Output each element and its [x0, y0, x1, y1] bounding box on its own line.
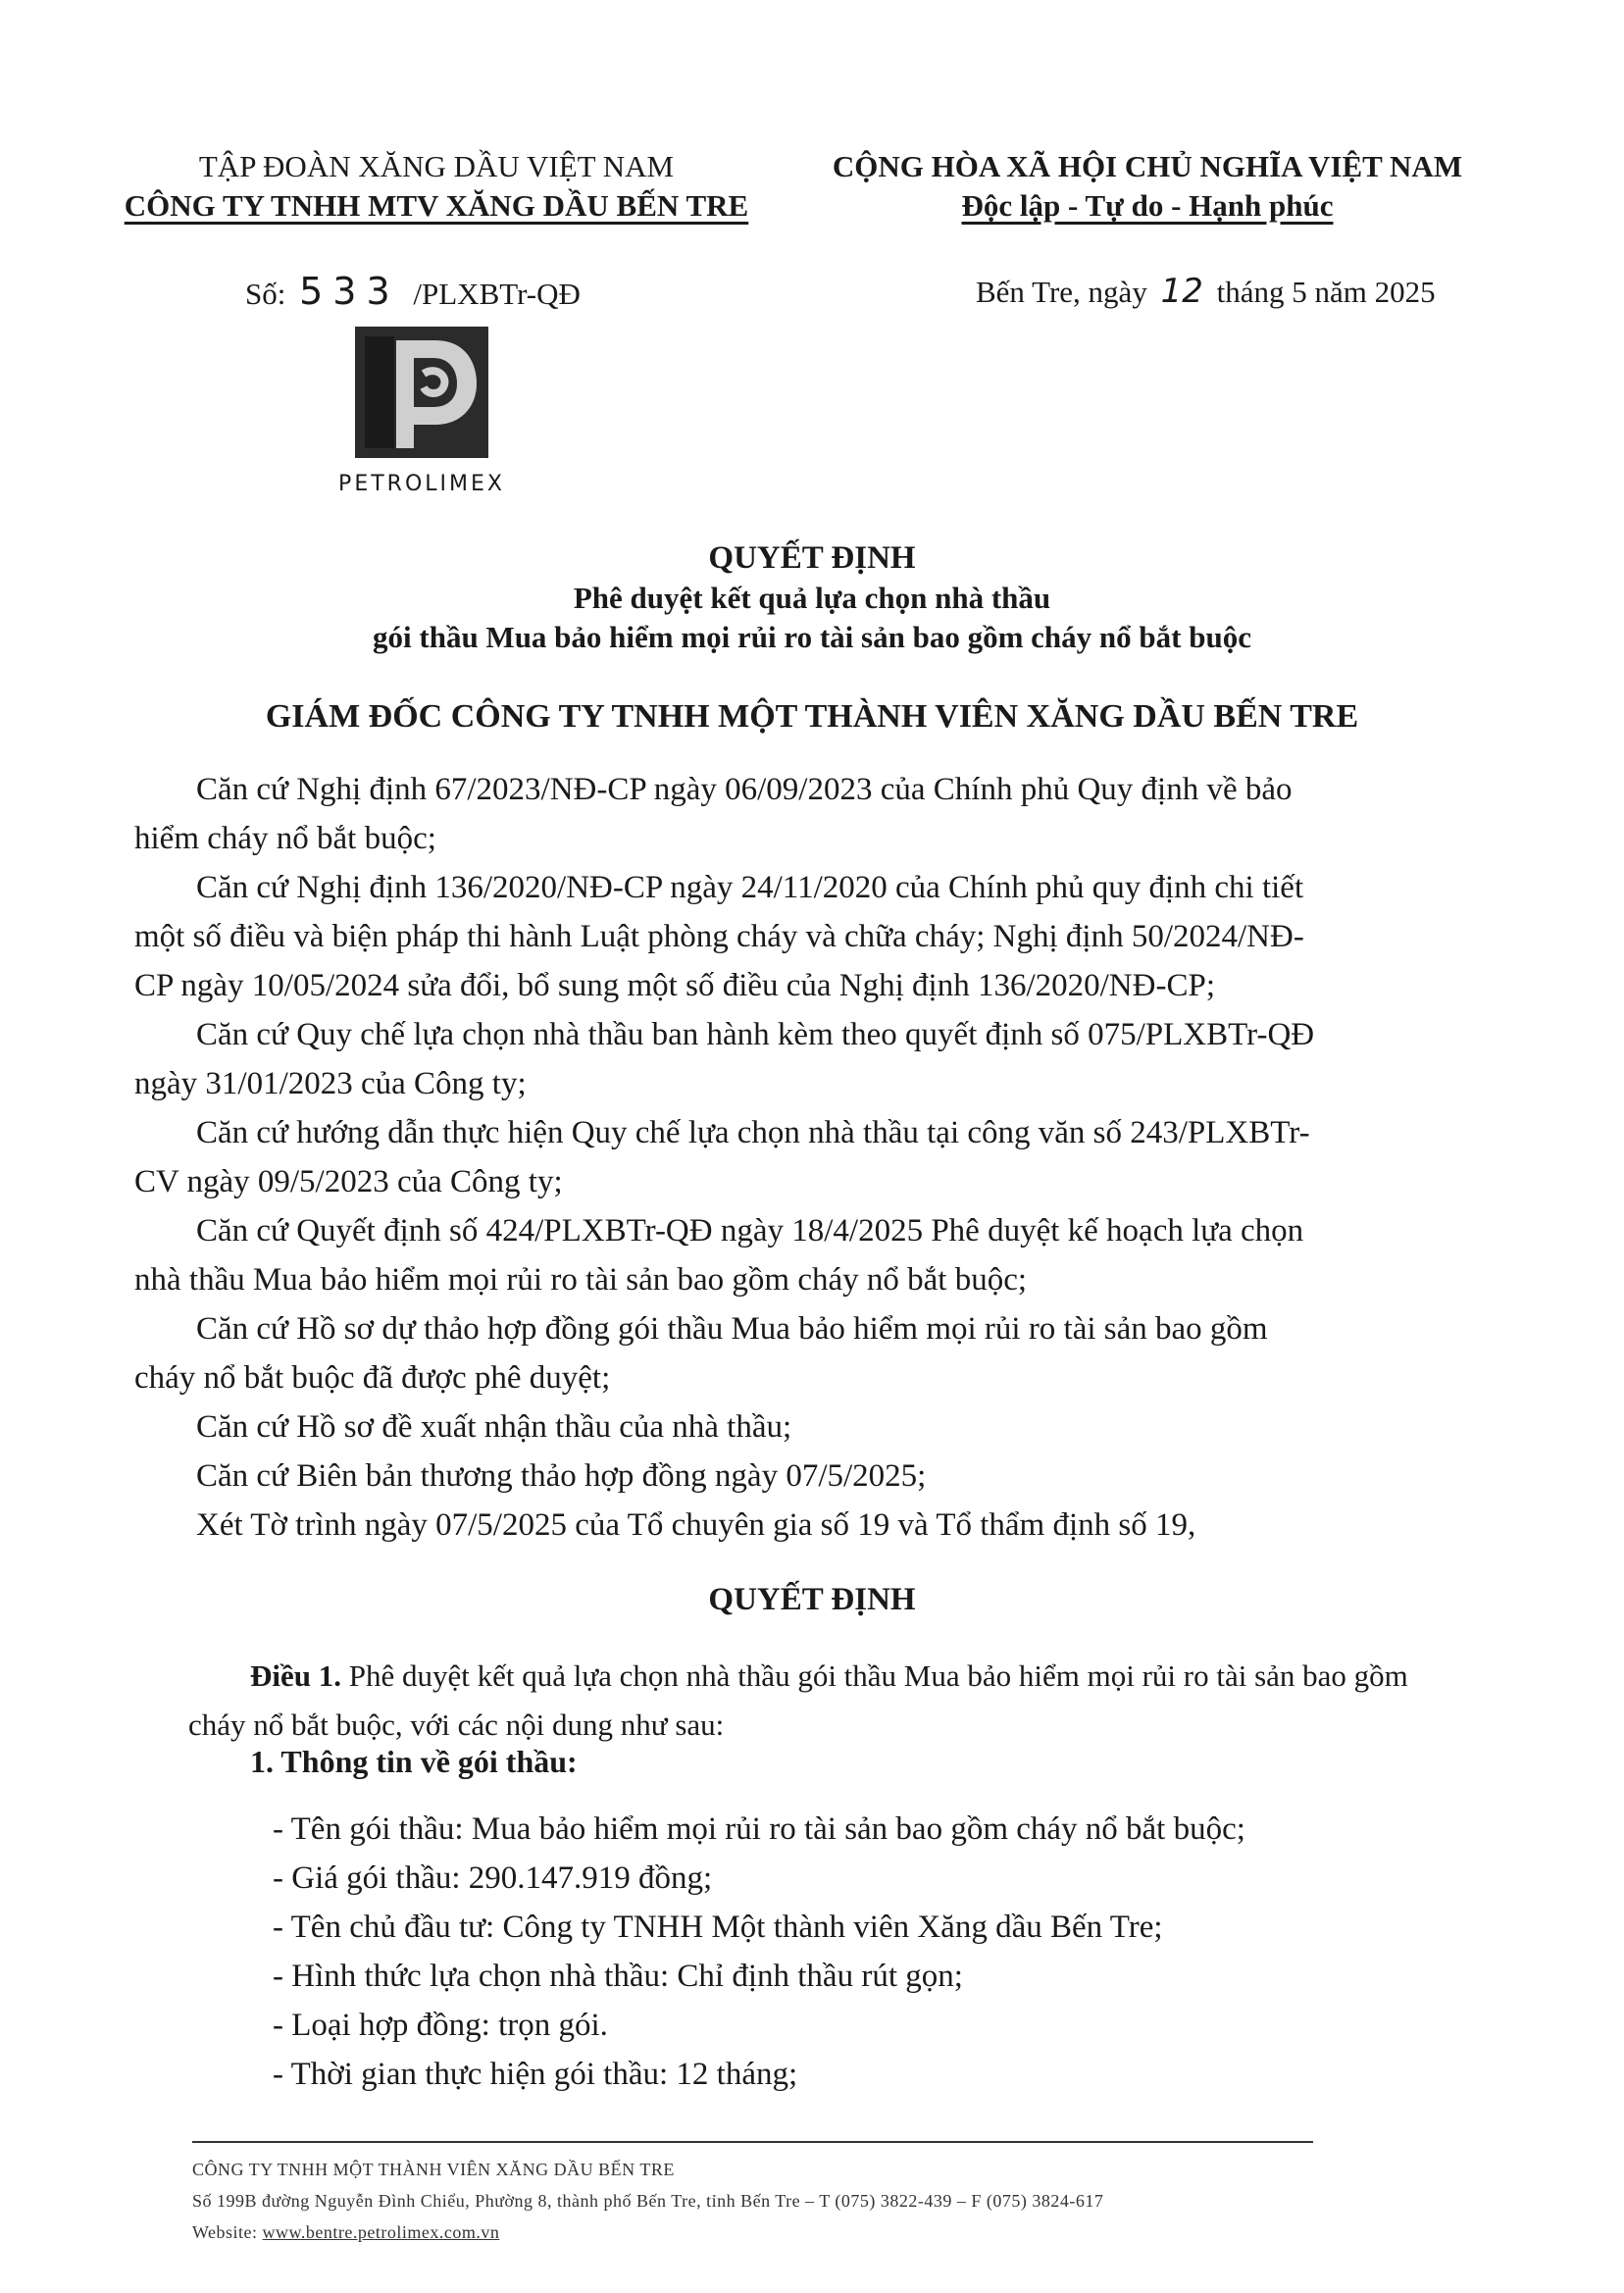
parent-group-name: TẬP ĐOÀN XĂNG DẦU VIỆT NAM	[198, 149, 675, 183]
preamble-paragraph	[134, 765, 1491, 863]
preamble-line-cont: hiểm cháy nổ bắt buộc;	[134, 821, 436, 856]
decision-title	[0, 537, 1624, 657]
preamble-line: Căn cứ Nghị định 67/2023/NĐ-CP ngày 06/09/2023 của Chính phủ Quy định về bảo	[196, 772, 1293, 807]
country-name: CỘNG HÒA XÃ HỘI CHỦ NGHĨA VIỆT NAM	[832, 149, 1463, 183]
article-1-text-cont: cháy nổ bắt buộc, với các nội dung như sau:	[188, 1707, 725, 1742]
preamble-line: Căn cứ Quy chế lựa chọn nhà thầu ban hành kèm theo quyết định số 075/PLXBTr-QĐ	[196, 1017, 1315, 1052]
doc-number-prefix: Số:	[245, 277, 286, 311]
preamble-paragraph	[196, 1501, 1491, 1550]
preamble-paragraph	[196, 1402, 1491, 1452]
preamble-paragraph	[134, 1108, 1491, 1206]
preamble-line: Căn cứ Quyết định số 424/PLXBTr-QĐ ngày 18/4/2025 Phê duyệt kế hoạch lựa chọn	[196, 1213, 1304, 1248]
preamble-paragraph	[134, 1304, 1491, 1402]
logo-mark-icon	[355, 327, 488, 458]
company-name: CÔNG TY TNHH MTV XĂNG DẦU BẾN TRE	[124, 188, 749, 223]
preamble-paragraph	[196, 1452, 1491, 1501]
national-motto: Độc lập - Tự do - Hạnh phúc	[961, 188, 1334, 223]
footer	[192, 2154, 1103, 2248]
preamble-line-cont: cháy nổ bắt buộc đã được phê duyệt;	[134, 1360, 611, 1396]
issuer-header	[83, 147, 789, 226]
footer-website-label: Website:	[192, 2222, 258, 2242]
preamble-line-cont: một số điều và biện pháp thi hành Luật phòng cháy và chữa cháy; Nghị định 50/2024/NĐ-	[134, 919, 1304, 954]
preamble-line: Căn cứ Hồ sơ dự thảo hợp đồng gói thầu Mua bảo hiểm mọi rủi ro tài sản bao gồm	[196, 1311, 1268, 1347]
preamble-paragraph	[134, 1206, 1491, 1304]
doc-number-suffix: /PLXBTr-QĐ	[413, 277, 581, 311]
article-1-text: Phê duyệt kết quả lựa chọn nhà thầu gói thầu Mua bảo hiểm mọi rủi ro tài sản bao gồm	[348, 1658, 1408, 1693]
preamble-line: Căn cứ Nghị định 136/2020/NĐ-CP ngày 24/11/2020 của Chính phủ quy định chi tiết	[196, 870, 1304, 905]
footer-website-link[interactable]: www.bentre.petrolimex.com.vn	[262, 2222, 500, 2242]
article-1	[188, 1652, 1545, 1750]
package-info-item: - Tên chủ đầu tư: Công ty TNHH Một thành viên Xăng dầu Bến Tre;	[273, 1910, 1163, 1945]
preamble-line-cont: CV ngày 09/5/2023 của Công ty;	[134, 1164, 563, 1199]
national-header	[785, 147, 1510, 226]
place-date	[976, 272, 1436, 311]
place-date-suffix: tháng 5 năm 2025	[1216, 275, 1436, 309]
petrolimex-logo	[324, 327, 520, 496]
preamble-paragraph	[134, 863, 1491, 1010]
decision-heading: QUYẾT ĐỊNH	[708, 1582, 916, 1617]
title-subject-line2: gói thầu Mua bảo hiểm mọi rủi ro tài sản bao gồm cháy nổ bắt buộc	[373, 620, 1251, 654]
issuing-authority: GIÁM ĐỐC CÔNG TY TNHH MỘT THÀNH VIÊN XĂNG DẦU BẾN TRE	[265, 698, 1359, 735]
package-info-item: - Giá gói thầu: 290.147.919 đồng;	[273, 1860, 713, 1896]
handwritten-day: 12	[1160, 272, 1203, 311]
title-heading: QUYẾT ĐỊNH	[708, 540, 916, 576]
footer-divider	[192, 2141, 1313, 2143]
package-info-list	[273, 1805, 1245, 2099]
package-info-item: - Loại hợp đồng: trọn gói.	[273, 2008, 608, 2043]
document-number	[245, 270, 581, 313]
preamble-line-cont: ngày 31/01/2023 của Công ty;	[134, 1066, 527, 1101]
title-subject-line1: Phê duyệt kết quả lựa chọn nhà thầu	[573, 581, 1051, 615]
place-date-prefix: Bến Tre, ngày	[976, 275, 1147, 309]
preamble	[134, 765, 1491, 1550]
package-info-item: - Thời gian thực hiện gói thầu: 12 tháng;	[273, 2057, 798, 2092]
preamble-line-cont: CP ngày 10/05/2024 sửa đổi, bổ sung một số điều của Nghị định 136/2020/NĐ-CP;	[134, 968, 1215, 1003]
footer-address: Số 199B đường Nguyễn Đình Chiểu, Phường 8, thành phố Bến Tre, tỉnh Bến Tre – T (075) 3822-439 – F (075) 3824-617	[192, 2191, 1104, 2211]
package-info-item: - Hình thức lựa chọn nhà thầu: Chỉ định thầu rút gọn;	[273, 1959, 963, 1994]
preamble-line: Căn cứ Biên bản thương thảo hợp đồng ngày 07/5/2025;	[196, 1458, 927, 1494]
package-info-item: - Tên gói thầu: Mua bảo hiểm mọi rủi ro tài sản bao gồm cháy nổ bắt buộc;	[273, 1811, 1245, 1847]
preamble-line: Căn cứ hướng dẫn thực hiện Quy chế lựa chọn nhà thầu tại công văn số 243/PLXBTr-	[196, 1115, 1310, 1150]
doc-number-value: 533	[299, 270, 400, 313]
section-1-title: 1. Thông tin về gói thầu:	[250, 1744, 578, 1779]
preamble-line: Căn cứ Hồ sơ đề xuất nhận thầu của nhà thầu;	[196, 1409, 792, 1445]
preamble-paragraph	[134, 1010, 1491, 1108]
petrolimex-logo-icon	[355, 327, 488, 458]
logo-wordmark: PETROLIMEX	[338, 472, 505, 496]
preamble-line-cont: nhà thầu Mua bảo hiểm mọi rủi ro tài sản bao gồm cháy nổ bắt buộc;	[134, 1262, 1028, 1298]
preamble-line: Xét Tờ trình ngày 07/5/2025 của Tổ chuyên gia số 19 và Tổ thẩm định số 19,	[196, 1507, 1196, 1543]
article-1-label: Điều 1.	[250, 1658, 341, 1693]
footer-website-line	[192, 2217, 1103, 2248]
footer-company: CÔNG TY TNHH MỘT THÀNH VIÊN XĂNG DẦU BẾN TRE	[192, 2160, 675, 2179]
